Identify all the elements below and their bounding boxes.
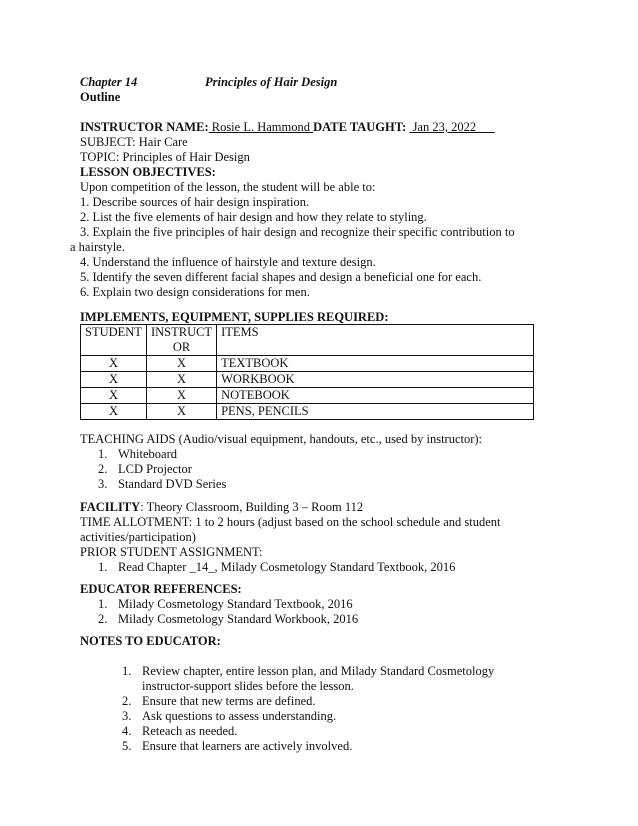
item-cell: WORKBOOK	[217, 372, 534, 388]
list-item: 4. Reteach as needed.	[122, 724, 238, 738]
item-cell: PENS, PENCILS	[217, 404, 534, 420]
instructor-cell: X	[146, 372, 216, 388]
references-heading: EDUCATOR REFERENCES:	[80, 582, 242, 596]
student-cell: X	[81, 388, 147, 404]
instructor-value: Rosie L. Hammond	[208, 120, 314, 134]
column-header-student: STUDENT	[81, 325, 147, 356]
instructor-cell: X	[146, 388, 216, 404]
list-item: 2. Milady Cosmetology Standard Workbook, 2016	[98, 612, 359, 626]
list-item-continued: instructor-support slides before the lesson.	[142, 679, 354, 693]
list-item: 2. Ensure that new terms are defined.	[122, 694, 316, 708]
objective-item: 5. Identify the seven different facial shapes and design a beneficial one for each.	[80, 270, 482, 284]
table-row	[81, 372, 534, 388]
objectives-heading: LESSON OBJECTIVES:	[80, 165, 216, 179]
column-header-instructor: INSTRUCT OR	[146, 325, 216, 356]
objective-item: 3. Explain the five principles of hair design and recognize their specific contribution to	[80, 225, 515, 239]
objective-item: 4. Understand the influence of hairstyle and texture design.	[80, 255, 376, 269]
item-cell: TEXTBOOK	[217, 356, 534, 372]
student-cell: X	[81, 404, 147, 420]
supplies-table	[80, 324, 534, 420]
instructor-cell: X	[146, 404, 216, 420]
list-item: 1. Whiteboard	[98, 447, 178, 461]
list-item: 1. Read Chapter _14_, Milady Cosmetology Standard Textbook, 2016	[98, 560, 456, 574]
list-item: 1. Milady Cosmetology Standard Textbook, 2016	[98, 597, 353, 611]
notes-heading: NOTES TO EDUCATOR:	[80, 634, 221, 648]
column-header-items: ITEMS	[217, 325, 534, 356]
prior-assignment-heading: PRIOR STUDENT ASSIGNMENT:	[80, 545, 263, 559]
list-item: 3. Ask questions to assess understanding.	[122, 709, 337, 723]
instructor-label: INSTRUCTOR NAME:	[80, 120, 209, 134]
list-item: 3. Standard DVD Series	[98, 477, 227, 491]
objective-item: 1. Describe sources of hair design inspiration.	[80, 195, 310, 209]
instructor-line	[80, 120, 495, 135]
instructor-cell: X	[146, 356, 216, 372]
list-item: 1. Review chapter, entire lesson plan, and Milady Standard Cosmetology	[122, 664, 495, 678]
table-row	[81, 356, 534, 372]
list-item: 2. LCD Projector	[98, 462, 192, 476]
list-item: 5. Ensure that learners are actively involved.	[122, 739, 353, 753]
table-row	[81, 388, 534, 404]
objectives-intro: Upon competition of the lesson, the student will be able to:	[80, 180, 376, 194]
table-header-row	[81, 325, 534, 356]
objective-item: 6. Explain two design considerations for men.	[80, 285, 310, 299]
teaching-aids-heading: TEACHING AIDS (Audio/visual equipment, handouts, etc., used by instructor):	[80, 432, 483, 446]
student-cell: X	[81, 356, 147, 372]
supplies-heading: IMPLEMENTS, EQUIPMENT, SUPPLIES REQUIRED:	[80, 310, 389, 324]
objective-item: 2. List the five elements of hair design and how they relate to styling.	[80, 210, 427, 224]
facility-line: FACILITY: Theory Classroom, Building 3 – Room 112	[80, 500, 364, 514]
table-row	[81, 404, 534, 420]
topic-line: TOPIC: Principles of Hair Design	[80, 150, 250, 164]
student-cell: X	[81, 372, 147, 388]
subject-line: SUBJECT: Hair Care	[80, 135, 188, 149]
objective-item-continued: a hairstyle.	[70, 240, 125, 254]
time-allotment-continued: activities/participation)	[80, 530, 196, 544]
item-cell: NOTEBOOK	[217, 388, 534, 404]
chapter-label: Chapter 14	[80, 75, 138, 89]
chapter-title: Principles of Hair Design	[205, 75, 338, 89]
date-label: DATE TAUGHT:	[313, 120, 407, 134]
time-allotment-line: TIME ALLOTMENT: 1 to 2 hours (adjust based on the school schedule and student	[80, 515, 501, 529]
outline-label: Outline	[80, 90, 121, 104]
date-value: Jan 23, 2022	[409, 120, 495, 134]
